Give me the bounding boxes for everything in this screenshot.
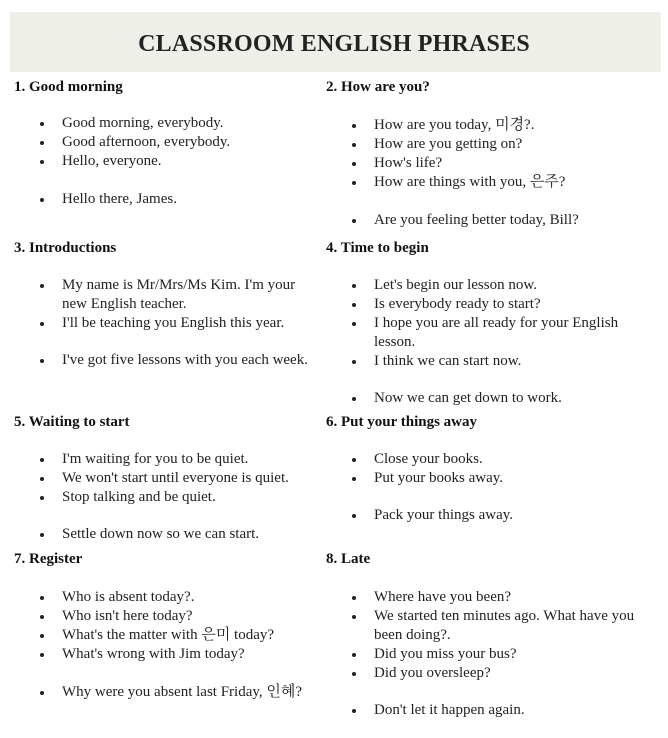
list-item: We won't start until everyone is quiet. xyxy=(14,469,314,488)
list-item: How are you getting on? xyxy=(326,135,656,154)
list-item: I've got five lessons with you each week. xyxy=(14,351,314,370)
section-heading: 4. Time to begin xyxy=(326,240,429,256)
list-item: We started ten minutes ago. What have you been doing?. xyxy=(326,607,656,645)
list-item: I think we can start now. xyxy=(326,352,656,371)
page-title: CLASSROOM ENGLISH PHRASES xyxy=(138,31,530,57)
list-item: Stop talking and be quiet. xyxy=(14,488,314,507)
list-item: Are you feeling better today, Bill? xyxy=(326,211,656,230)
section-late xyxy=(326,550,656,720)
list-item: Now we can get down to work. xyxy=(326,389,656,408)
list-item: Where have you been? xyxy=(326,588,656,607)
section-heading: 7. Register xyxy=(14,551,83,567)
list-item: Did you oversleep? xyxy=(326,664,656,683)
section-good-morning xyxy=(14,78,314,209)
list-item: Pack your things away. xyxy=(326,506,656,525)
list-item: Why were you absent last Friday, 인혜? xyxy=(14,683,314,702)
section-heading: 3. Introductions xyxy=(14,240,117,256)
list-item: How are you today, 미경?. xyxy=(326,116,656,135)
section-heading: 8. Late xyxy=(326,551,371,567)
list-item: Good afternoon, everybody. xyxy=(14,133,314,152)
list-item: Is everybody ready to start? xyxy=(326,295,656,314)
list-item: I'm waiting for you to be quiet. xyxy=(14,450,314,469)
list-item: Good morning, everybody. xyxy=(14,114,314,133)
section-waiting-to-start xyxy=(14,413,314,544)
section-heading: 5. Waiting to start xyxy=(14,414,130,430)
list-item: What's wrong with Jim today? xyxy=(14,645,314,664)
list-item: Hello, everyone. xyxy=(14,152,314,171)
list-item: Who isn't here today? xyxy=(14,607,314,626)
list-item: How's life? xyxy=(326,154,656,173)
section-register xyxy=(14,550,314,702)
list-item: Settle down now so we can start. xyxy=(14,525,314,544)
list-item: What's the matter with 은미 today? xyxy=(14,626,314,645)
section-put-things-away xyxy=(326,413,656,525)
list-item: I'll be teaching you English this year. xyxy=(14,314,314,333)
list-item: Put your books away. xyxy=(326,469,656,488)
list-item: Hello there, James. xyxy=(14,190,314,209)
section-heading: 6. Put your things away xyxy=(326,414,477,430)
section-heading: 1. Good morning xyxy=(14,79,123,95)
list-item: Let's begin our lesson now. xyxy=(326,276,656,295)
list-item: My name is Mr/Mrs/Ms Kim. I'm your new English teacher. xyxy=(14,276,314,314)
list-item: Don't let it happen again. xyxy=(326,701,656,720)
section-time-to-begin xyxy=(326,239,656,408)
list-item: Did you miss your bus? xyxy=(326,645,656,664)
list-item: Who is absent today?. xyxy=(14,588,314,607)
section-introductions xyxy=(14,239,314,370)
section-heading: 2. How are you? xyxy=(326,79,430,95)
section-how-are-you xyxy=(326,78,656,230)
list-item: How are things with you, 은주? xyxy=(326,173,656,192)
list-item: I hope you are all ready for your English lesson. xyxy=(326,314,656,352)
list-item: Close your books. xyxy=(326,450,656,469)
